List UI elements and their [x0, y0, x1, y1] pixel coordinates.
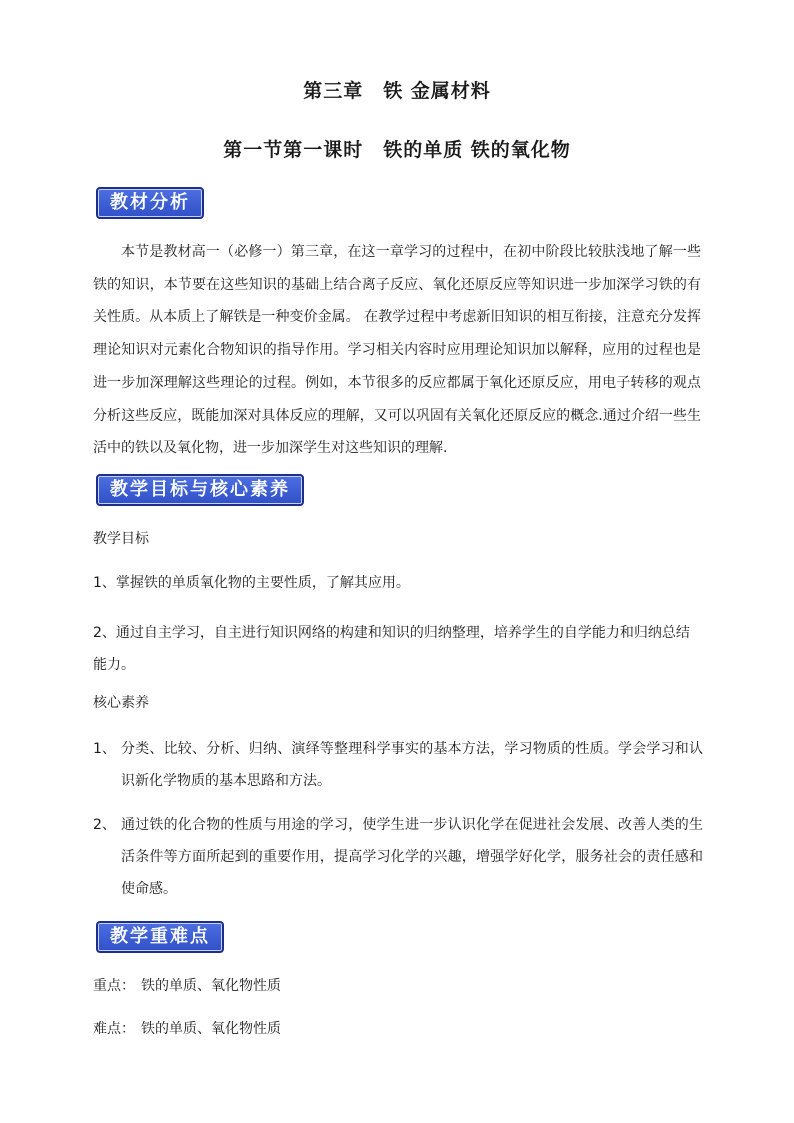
chapter-title: 第三章 铁 金属材料: [303, 80, 491, 102]
goals-heading: 教学目标: [93, 531, 149, 547]
lesson-title: 第一节第一课时 铁的单质 铁的氧化物: [223, 139, 571, 161]
key-point-value: 铁的单质、氧化物性质: [141, 978, 281, 994]
literacy-item-2-text: 通过铁的化合物的性质与用途的学习，使学生进一步认识化学在促进社会发展、改善人类的生活条件等方面所起到的重要作用，提高学习化学的兴趣，增强学好化学，服务社会的责任感和使命感。: [121, 817, 703, 897]
literacy-item-1-text: 分类、比较、分析、归纳、演绎等整理科学事实的基本方法，学习物质的性质。学会学习和认识新化学物质的基本思路和方法。: [121, 741, 703, 789]
section-badge-key-points: 教学重难点: [96, 921, 224, 953]
literacy-item-2-number: 2、: [93, 817, 116, 833]
section-badge-analysis: 教材分析: [96, 187, 204, 219]
difficulty-line: [93, 1019, 281, 1039]
literacy-item-1-number: 1、: [93, 741, 116, 757]
key-point-label: 重点：: [93, 978, 135, 994]
difficulty-value: 铁的单质、氧化物性质: [141, 1021, 281, 1037]
literacy-item-1: [93, 733, 703, 797]
goal-item-2: 2、通过自主学习，自主进行知识网络的构建和知识的归纳整理，培养学生的自学能力和归纳总结能力。: [93, 625, 690, 673]
analysis-paragraph: 本节是教材高一（必修一）第三章，在这一章学习的过程中，在初中阶段比较肤浅地了解一些铁的知识，本节要在这些知识的基础上结合离子反应、氧化还原反应等知识进一步加深学习铁的有关性质。从本质上了解铁是一种变价金属。 在教学过程中考虑新旧知识的相互衔接，注意充分发挥理论知识对元素化合物知识的指导作用。学习相关内容时应用理论知识加以解释，应用的过程也是进一步加深理解这些理论的过程。例如，本节很多的反应都属于氧化还原反应，用电子转移的观点分析这些反应，既能加深对具体反应的理解，又可以巩固有关氧化还原反应的概念.通过介绍一些生活中的铁以及氧化物，进一步加深学生对这些知识的理解.: [93, 244, 701, 457]
literacy-item-2: [93, 809, 703, 905]
key-point-line: [93, 976, 281, 996]
section-badge-objectives: 教学目标与核心素养: [96, 474, 304, 506]
goal-item-1: 1、掌握铁的单质氧化物的主要性质，了解其应用。: [93, 575, 410, 591]
literacy-heading: 核心素养: [93, 695, 149, 711]
difficulty-label: 难点：: [93, 1021, 135, 1037]
